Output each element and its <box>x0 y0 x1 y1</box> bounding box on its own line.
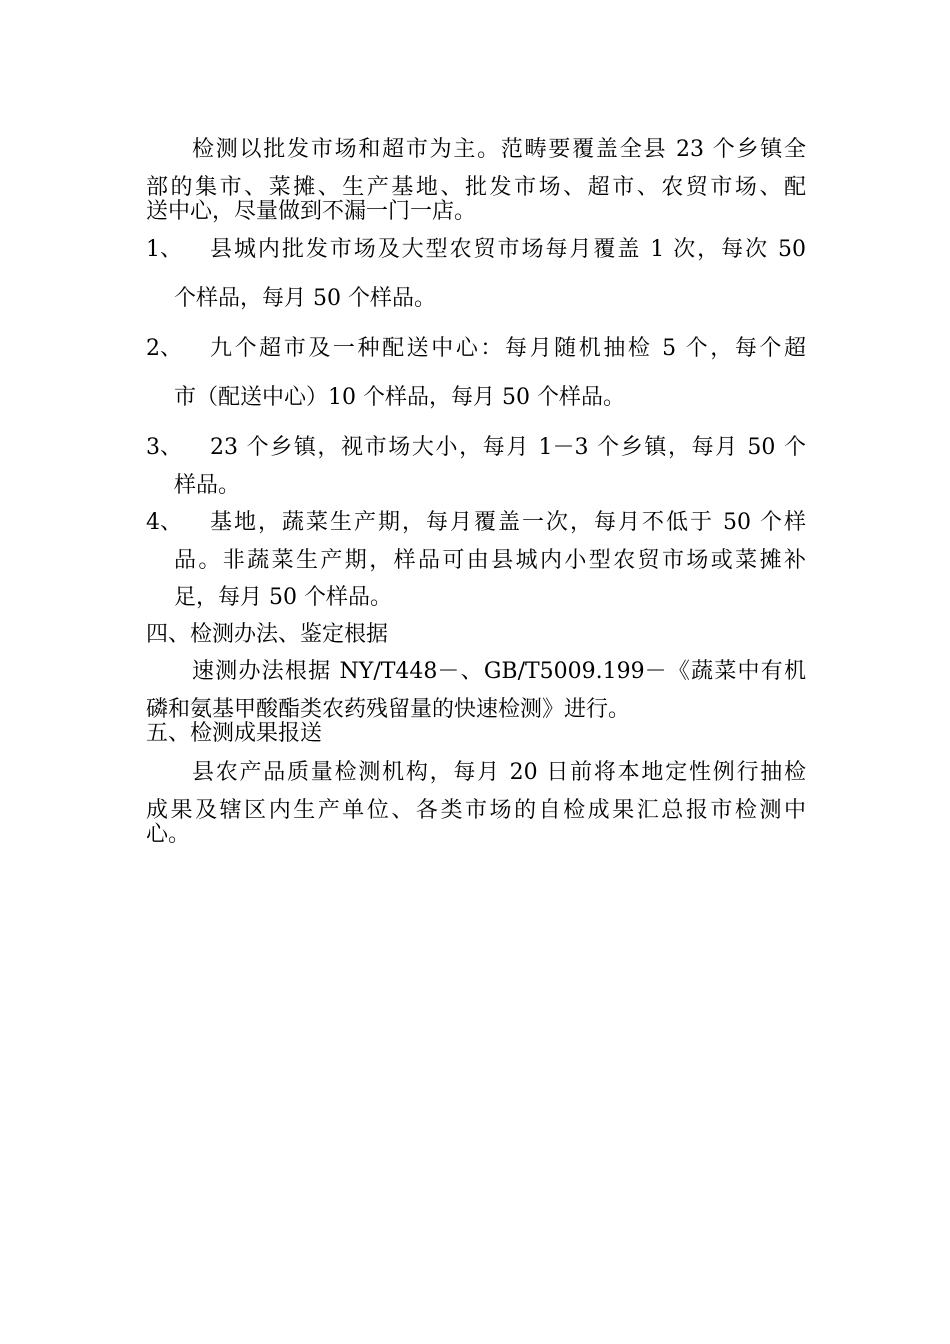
intro-line-1: 检测以批发市场和超市为主。范畴要覆盖全县 23 个乡镇全 <box>192 137 806 162</box>
list-item-4-line-3: 足，每月 50 个样品。 <box>174 585 392 610</box>
list-item-4-line-1: 基地，蔬菜生产期，每月覆盖一次，每月不低于 50 个样 <box>210 510 806 535</box>
section-5-line-3: 心。 <box>146 822 191 847</box>
section-4-heading: 四、检测办法、鉴定根据 <box>146 622 389 647</box>
list-item-2-line-1: 九个超市及一种配送中心：每月随机抽检 5 个，每个超 <box>210 336 806 361</box>
list-item-1-line-2: 个样品，每月 50 个样品。 <box>174 286 436 311</box>
section-5-line-2: 成果及辖区内生产单位、各类市场的自检成果汇总报市检测中 <box>146 798 806 823</box>
list-item-4-line-2: 品。非蔬菜生产期，样品可由县城内小型农贸市场或菜摊补 <box>174 548 806 573</box>
list-item-1-marker: 1、 <box>146 237 182 262</box>
section-4-line-1: 速测办法根据 NY/T448－、GB/T5009.199－《蔬菜中有机 <box>192 659 806 684</box>
list-item-3-marker: 3、 <box>146 435 182 460</box>
intro-line-2: 部的集市、菜摊、生产基地、批发市场、超市、农贸市场、配 <box>146 175 806 200</box>
list-item-3-line-2: 样品。 <box>174 473 241 498</box>
list-item-3-line-1: 23 个乡镇，视市场大小，每月 1－3 个乡镇，每月 50 个 <box>210 435 806 460</box>
list-item-2-line-2: 市（配送中心）10 个样品，每月 50 个样品。 <box>174 385 625 410</box>
section-5-heading: 五、检测成果报送 <box>146 721 323 746</box>
section-4-line-2: 磷和氨基甲酸酯类农药残留量的快速检测》进行。 <box>146 697 631 722</box>
intro-line-3: 送中心，尽量做到不漏一门一店。 <box>146 199 477 224</box>
list-item-2-marker: 2、 <box>146 336 182 361</box>
list-item-4-marker: 4、 <box>146 510 182 535</box>
list-item-1-line-1: 县城内批发市场及大型农贸市场每月覆盖 1 次，每次 50 <box>210 237 806 262</box>
section-5-line-1: 县农产品质量检测机构，每月 20 日前将本地定性例行抽检 <box>192 760 806 785</box>
